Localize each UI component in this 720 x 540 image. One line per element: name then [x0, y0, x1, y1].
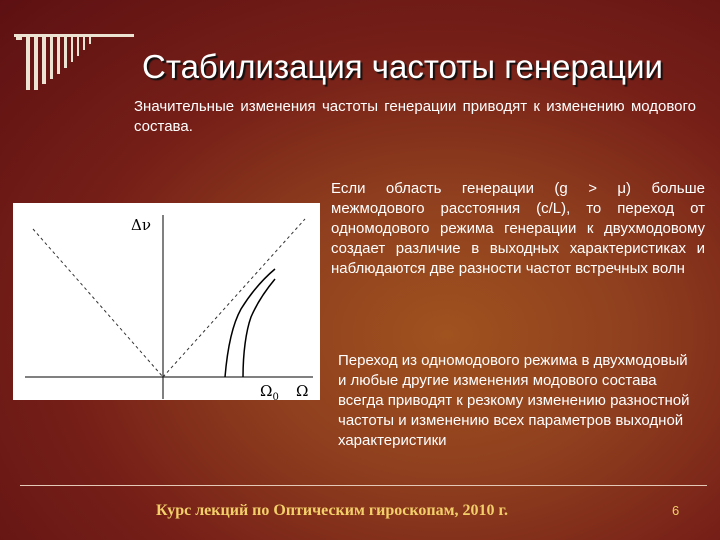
x-axis-label: Ω [296, 382, 309, 400]
x-tick-subscript: 0 [272, 392, 279, 400]
footer-course: Курс лекций по Оптическим гироскопам, 2010 г. [156, 502, 508, 519]
footer-divider [20, 485, 707, 486]
x-tick-label: $\Omega_0$ [260, 382, 279, 400]
figure-panel [13, 203, 320, 400]
intro-text: Значительные изменения частоты генерации приводят к изменению модового состава. [134, 98, 696, 135]
beat-frequency-graph [13, 203, 320, 400]
curve-inner [243, 279, 275, 377]
y-axis-label: Δν [131, 216, 151, 234]
slide-title: Стабилизация частоты генерации [142, 48, 663, 85]
page-number: 6 [672, 503, 680, 518]
curve-outer [225, 269, 275, 377]
paragraph-mode-change: Переход из одномодового режима в двухмодовый и любые другие изменения модового состава всегда приводят к резкому изменению разностной частоты и изменению всех параметров выходной характеристики [338, 352, 690, 449]
asymptote-left [33, 229, 163, 377]
decorative-stripes [14, 34, 134, 90]
asymptote-right [163, 219, 305, 377]
paragraph-two-mode: Если область генерации (g > μ) больше межмодового расстояния (c/L), то переход от одномодового режима генерации к двухмодовому создает различие в выходных характеристиках и наблюдаются две разности частот встречных волн [331, 180, 705, 277]
